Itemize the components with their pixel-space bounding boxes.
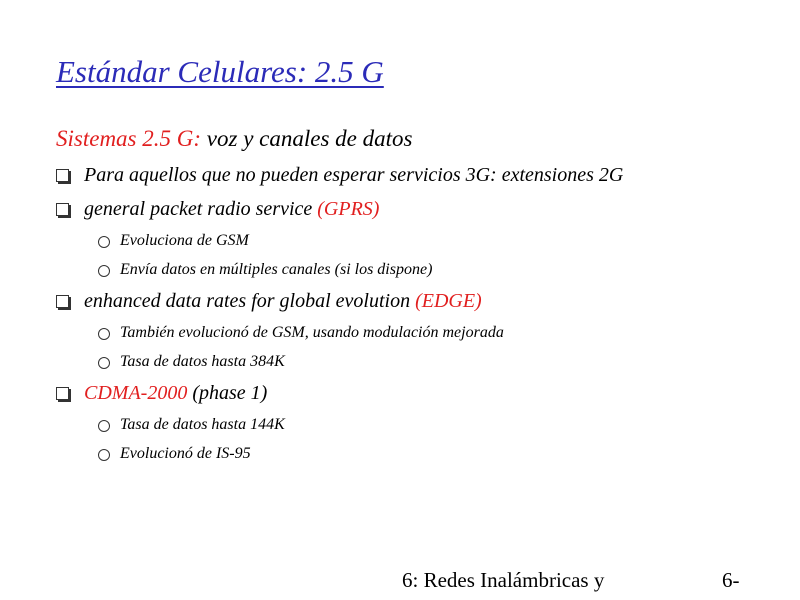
slide-title: Estándar Celulares: 2.5 G [56, 54, 384, 89]
bullet-text [84, 382, 267, 405]
sub-bullet-text: Tasa de datos hasta 144K [120, 416, 285, 433]
square-bullet-icon [56, 203, 69, 216]
bullet-text [84, 290, 482, 313]
bullet-item [56, 198, 776, 232]
sub-bullet-item [56, 261, 776, 290]
bullet-item [56, 164, 776, 198]
circle-bullet-icon [98, 420, 110, 432]
bullet-text-main: enhanced data rates for global evolution [84, 290, 416, 312]
bullet-text-highlight: CDMA-2000 [84, 382, 188, 404]
bullet-text-highlight: (GPRS) [317, 198, 380, 220]
bullet-text-highlight: (EDGE) [415, 290, 482, 312]
sub-bullet-text: Evolucionó de IS-95 [120, 445, 251, 462]
bullet-text-main: general packet radio service [84, 198, 318, 220]
circle-bullet-icon [98, 357, 110, 369]
circle-bullet-icon [98, 328, 110, 340]
square-bullet-icon [56, 295, 69, 308]
circle-bullet-icon [98, 236, 110, 248]
bullet-list [56, 164, 776, 474]
square-bullet-icon [56, 387, 69, 400]
sub-bullet-item [56, 232, 776, 261]
sub-bullet-item [56, 416, 776, 445]
subtitle [56, 126, 412, 152]
circle-bullet-icon [98, 265, 110, 277]
footer-page-number: 6- [722, 568, 740, 592]
sub-bullet-text: Evoluciona de GSM [120, 232, 249, 249]
square-bullet-icon [56, 169, 69, 182]
sub-bullet-item [56, 445, 776, 474]
subtitle-highlight: Sistemas 2.5 G: [56, 126, 202, 151]
sub-bullet-item [56, 324, 776, 353]
sub-bullet-text: Envía datos en múltiples canales (si los dispone) [120, 261, 433, 278]
sub-bullet-text: Tasa de datos hasta 384K [120, 353, 285, 370]
subtitle-text: voz y canales de datos [201, 126, 413, 151]
bullet-text: Para aquellos que no pueden esperar servicios 3G: extensiones 2G [84, 164, 624, 186]
bullet-item [56, 382, 776, 416]
bullet-item [56, 290, 776, 324]
sub-bullet-item [56, 353, 776, 382]
bullet-text [84, 198, 379, 221]
bullet-text-suffix: (phase 1) [187, 382, 268, 404]
sub-bullet-text: También evolucionó de GSM, usando modulación mejorada [120, 324, 504, 341]
circle-bullet-icon [98, 449, 110, 461]
footer-chapter: 6: Redes Inalámbricas y [402, 568, 605, 592]
